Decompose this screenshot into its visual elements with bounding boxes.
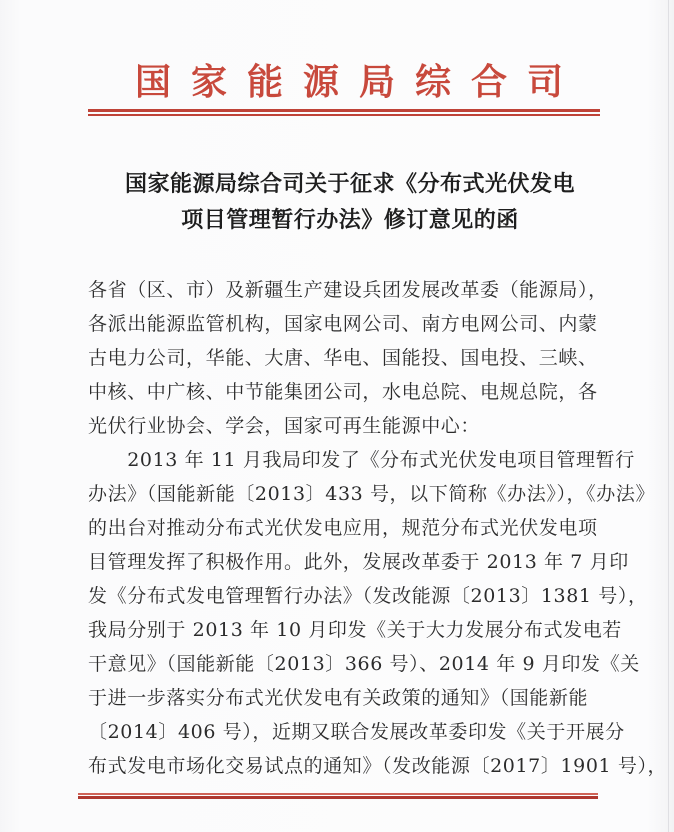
- body-line: 干意见》（国能新能〔2013〕366 号）、2014 年 9 月印发《关: [88, 653, 640, 675]
- recipients-line: 光伏行业协会、学会，国家可再生能源中心：: [88, 415, 481, 437]
- recipients-line: 各省（区、市）及新疆生产建设兵团发展改革委（能源局），: [88, 279, 608, 301]
- body-line: 发《分布式发电管理暂行办法》（发改能源〔2013〕1381 号），: [88, 585, 648, 607]
- recipients-line: 各派出能源监管机构，国家电网公司、南方电网公司、内蒙: [88, 313, 598, 335]
- body-line: 的出台对推动分布式光伏发电应用，规范分布式光伏发电项: [88, 517, 598, 539]
- recipients-line: 古电力公司，华能、大唐、华电、国能投、国电投、三峡、: [88, 347, 598, 369]
- letterhead-agency-name: 国家能源局综合司: [134, 61, 583, 103]
- body-line: 办法》（国能新能〔2013〕433 号，以下简称《办法》），《办法》: [88, 483, 656, 505]
- document-title-line: 项目管理暂行办法》修订意见的函: [181, 207, 519, 233]
- document-title: [55, 166, 645, 238]
- footer-divider: [78, 793, 598, 799]
- body-line: 目管理发挥了积极作用。此外，发展改革委于 2013 年 7 月印: [88, 551, 629, 573]
- body-line: 2013 年 11 月我局印发了《分布式光伏发电项目管理暂行: [88, 449, 635, 471]
- body-line: 我局分别于 2013 年 10 月印发《关于大力发展分布式发电若: [88, 619, 622, 641]
- body-line: 〔2014〕406 号），近期又联合发展改革委印发《关于开展分: [88, 721, 625, 743]
- recipients-paragraph: [88, 273, 608, 443]
- body-line: 布式发电市场化交易试点的通知》（发改能源〔2017〕1901 号），: [88, 755, 668, 777]
- body-line: 于进一步落实分布式光伏发电有关政策的通知》（国能新能: [88, 687, 589, 709]
- scan-page-edge: [668, 0, 669, 832]
- recipients-line: 中核、中广核、中节能集团公司，水电总院、电规总院，各: [88, 381, 598, 403]
- main-paragraph: [88, 443, 668, 783]
- document-body: [88, 273, 668, 783]
- document-title-line: 国家能源局综合司关于征求《分布式光伏发电: [124, 171, 575, 197]
- letterhead-divider: [88, 109, 600, 116]
